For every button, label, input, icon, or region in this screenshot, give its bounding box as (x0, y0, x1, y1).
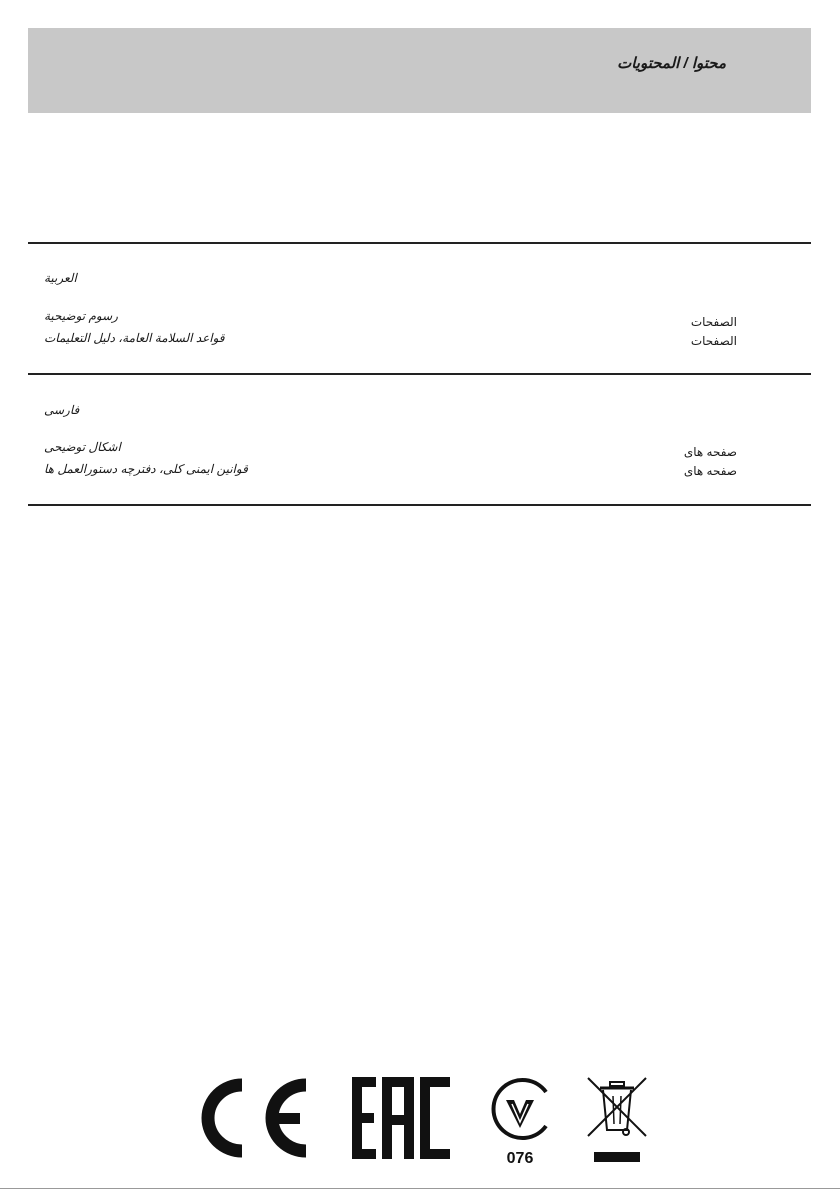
eac-mark-icon (352, 1077, 452, 1159)
page-label-arabic-2: الصفحات (690, 334, 737, 348)
divider (28, 242, 811, 244)
section-title-arabic: العربية (44, 271, 77, 285)
entry-illustrations-farsi: اشکال توضیحی (44, 440, 121, 454)
entry-illustrations-arabic: رسوم توضيحية (44, 309, 118, 323)
entry-safety-rules-arabic: قواعد السلامة العامة، دليل التعليمات (44, 331, 225, 345)
ce-mark-icon (192, 1077, 312, 1159)
page-label-farsi-1: صفحه های (683, 445, 737, 459)
page-title: محتوا / المحتويات (617, 55, 726, 72)
divider (28, 373, 811, 375)
page-label-farsi-2: صفحه های (683, 464, 737, 478)
divider (28, 504, 811, 506)
cert-number: 076 (506, 1150, 534, 1166)
entry-safety-rules-farsi: قوانین ایمنی کلی، دفترچه دستورالعمل ها (44, 462, 248, 476)
certification-marks (0, 1072, 840, 1172)
section-title-farsi: فارسی (44, 403, 80, 417)
page-label-arabic-1: الصفحات (690, 315, 737, 329)
ukrainian-conformity-icon (488, 1074, 552, 1166)
weee-bin-icon (586, 1074, 648, 1164)
page-bottom-edge (0, 1188, 840, 1189)
